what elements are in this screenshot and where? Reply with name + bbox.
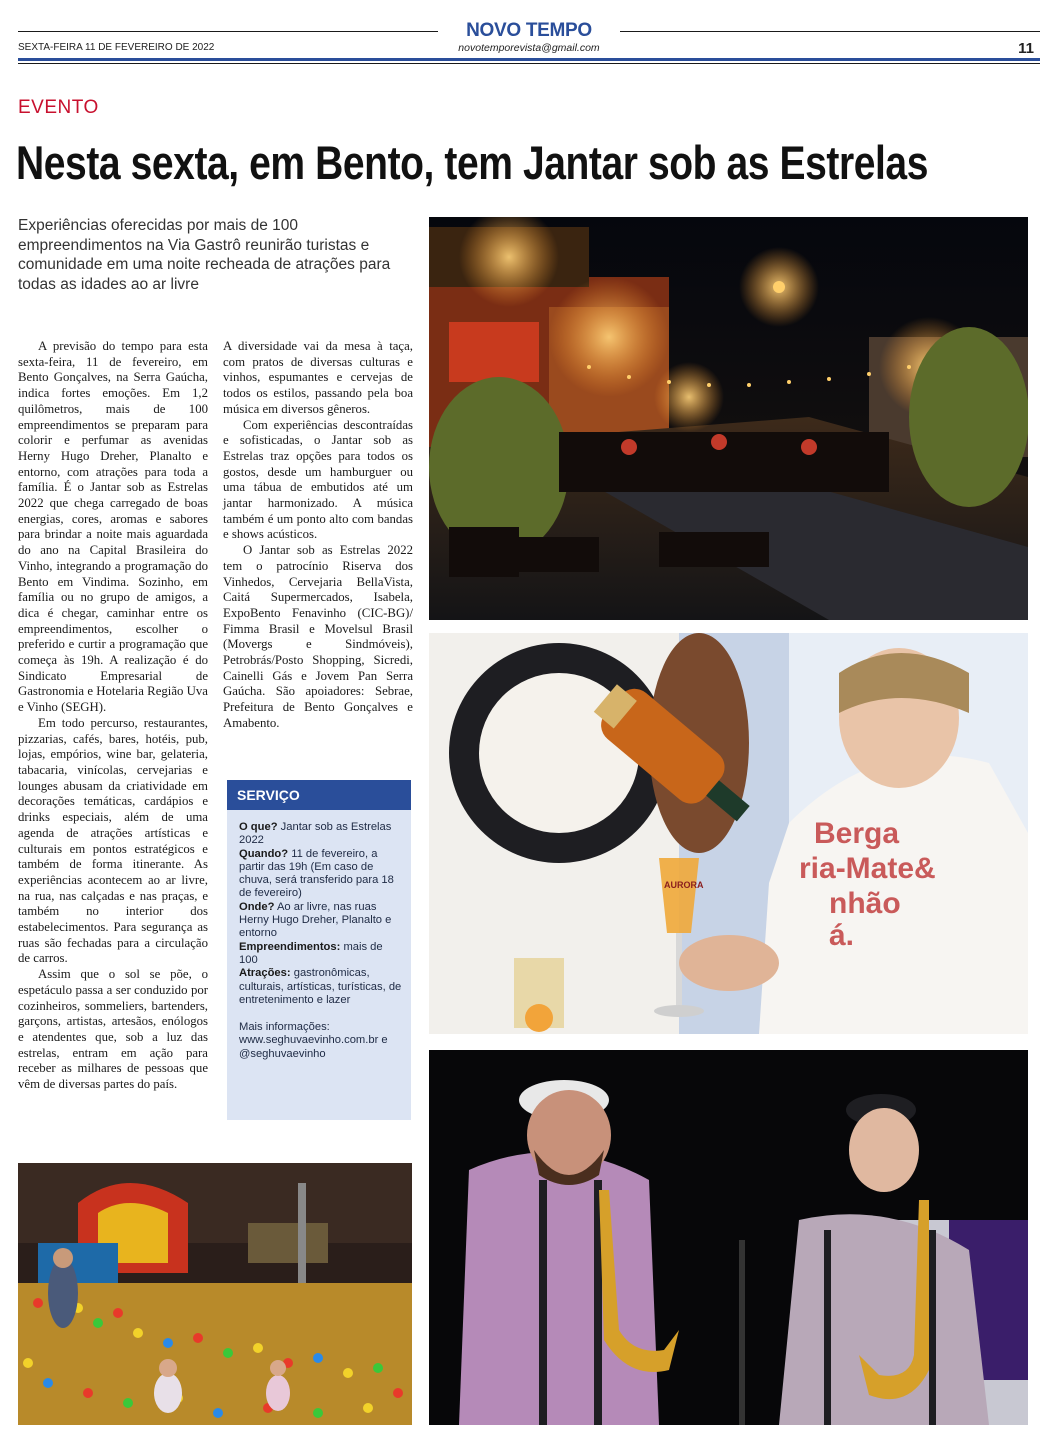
paragraph: Com experiências descontraídas e sofisticadas, o Jantar sob as Estrelas traz opções para todos os gostos, desde um hamburguer ou uma tábua de embutidos até um jantar harmonizado. A música também é um ponto alto com bandas e shows acústicos. bbox=[223, 417, 413, 542]
shirt-text-line: nhão bbox=[829, 887, 901, 920]
section-label: EVENTO bbox=[18, 97, 99, 118]
masthead-brand: NOVO TEMPO bbox=[466, 20, 592, 41]
article-headline: Nesta sexta, em Bento, tem Jantar sob as Estrelas bbox=[16, 136, 928, 189]
service-venues: Empreendimentos: mais de 100 bbox=[239, 940, 383, 966]
photo-bartender bbox=[429, 633, 1028, 1034]
service-what: O que? Jantar sob as Estrelas 2022 bbox=[239, 821, 392, 847]
shirt-text-line: Berga bbox=[814, 817, 900, 850]
header-bar bbox=[18, 58, 1040, 61]
paragraph: O Jantar sob as Estrelas 2022 tem o patrocínio Riserva dos Vinhedos, Cervejaria BellaVista, Caitá Supermercados, Isabela, ExpoBento Fenavinho (CIC-BG)/ Fimma Brasil e Movelsul Brasil (Movergs e Sindmóveis), Petrobrás/Posto Shopping, Sicredi, Cainelli Gás e Jovem Pan Serra Gaúcha. São apoiadores: Sebrae, Prefeitura de Bento Gonçalves e Amabento. bbox=[223, 543, 413, 730]
photo-ball-pit bbox=[18, 1163, 412, 1425]
photo-street-night bbox=[429, 217, 1028, 620]
contact-email: novotemporevista@gmail.com bbox=[458, 42, 600, 54]
page-number: 11 bbox=[1018, 40, 1034, 57]
header-bar-thin bbox=[18, 63, 1040, 64]
service-box bbox=[227, 780, 411, 1120]
article-column-2 bbox=[223, 339, 413, 732]
issue-date: SEXTA-FEIRA 11 DE FEVEREIRO DE 2022 bbox=[18, 42, 215, 53]
shirt-text-line: ria-Mate& bbox=[799, 852, 936, 885]
paragraph: A previsão do tempo para esta sexta-feira, 11 de fevereiro, em Bento Gonçalves, na Serra Gaúcha, indica fortes emoções. Em 1,2 quilômetros, mais de 100 empreendimentos se preparam para colorir e perfumar as avenidas Herny Hugo Dreher, Planalto e entorno, com atrações para toda a família. É o Jantar sob as Estrelas 2022 que chega carregado de boas energias, cores, aromas e sabores para brindar a noite mais aguardada do ano na Capital Brasileira do Vinho, integrando a programação do Bento em Vindima. Sozinho, em família ou no grupo de amigos, a dica é chegar, caminhar entre os empreendimentos, escolher o preferido e curtir a programação que começa às 19h. A realização é do Sindicato Empresarial de Gastronomia e Hotelaria Região Uva e Vinho (SEGH). bbox=[18, 339, 208, 715]
article-lede: Experiências oferecidas por mais de 100 empreendimentos na Via Gastrô reunirão turistas e comunidade em uma noite recheada de atrações para todas as idades ao ar livre bbox=[18, 217, 391, 293]
article-column-1 bbox=[18, 339, 208, 1093]
bottle-label: AURORA bbox=[664, 880, 704, 890]
shirt-text-line: á. bbox=[829, 919, 855, 952]
paragraph: A diversidade vai da mesa à taça, com pratos de diversas culturas e vinhos, espumantes e cervejas de todos os estilos, passando pela boa música em diversos gêneros. bbox=[223, 339, 413, 416]
service-attractions: Atrações: gastronômicas, culturais, artísticas, turísticas, de entretenimento e lazer bbox=[239, 967, 402, 1006]
service-when: Quando? 11 de fevereiro, a partir das 19h (Em caso de chuva, será transferido para 18 de fevereiro) bbox=[239, 847, 394, 900]
service-box-title: SERVIÇO bbox=[227, 780, 411, 810]
paragraph: Em todo percurso, restaurantes, pizzarias, cafés, bares, hotéis, pub, lojas, empórios, wine bar, gelateria, tabacaria, vinícolas, cervejarias e lounges abusam da criatividade em decorações temáticas, cardápios e drinks especiais, além de uma agenda de atrações artísticas e culturais em pontos estratégicos e também de forma itinerante. As experiências acontecem ao ar livre, na rua, nas calçadas e nas praças, e também no interior dos estabelecimentos. Para segurança as ruas são fechadas para a circulação de carros. bbox=[18, 715, 208, 966]
service-box-body bbox=[239, 821, 403, 1061]
service-more-info: Mais informações: www.seghuvaevinho.com.br e @seghuvaevinho bbox=[239, 1021, 388, 1060]
photo-saxophonists bbox=[429, 1050, 1028, 1425]
service-where: Onde? Ao ar livre, nas ruas Herny Hugo Dreher, Planalto e entorno bbox=[239, 900, 392, 940]
paragraph: Assim que o sol se põe, o espetáculo passa a ser conduzido por cozinheiros, sommeliers, bartenders, garçons, artistas, artesãos, enólogos e atendentes que, sob a luz das estrelas, entram em ação para receber as milhares de pessoas que vêm de diversas partes do país. bbox=[18, 967, 208, 1092]
